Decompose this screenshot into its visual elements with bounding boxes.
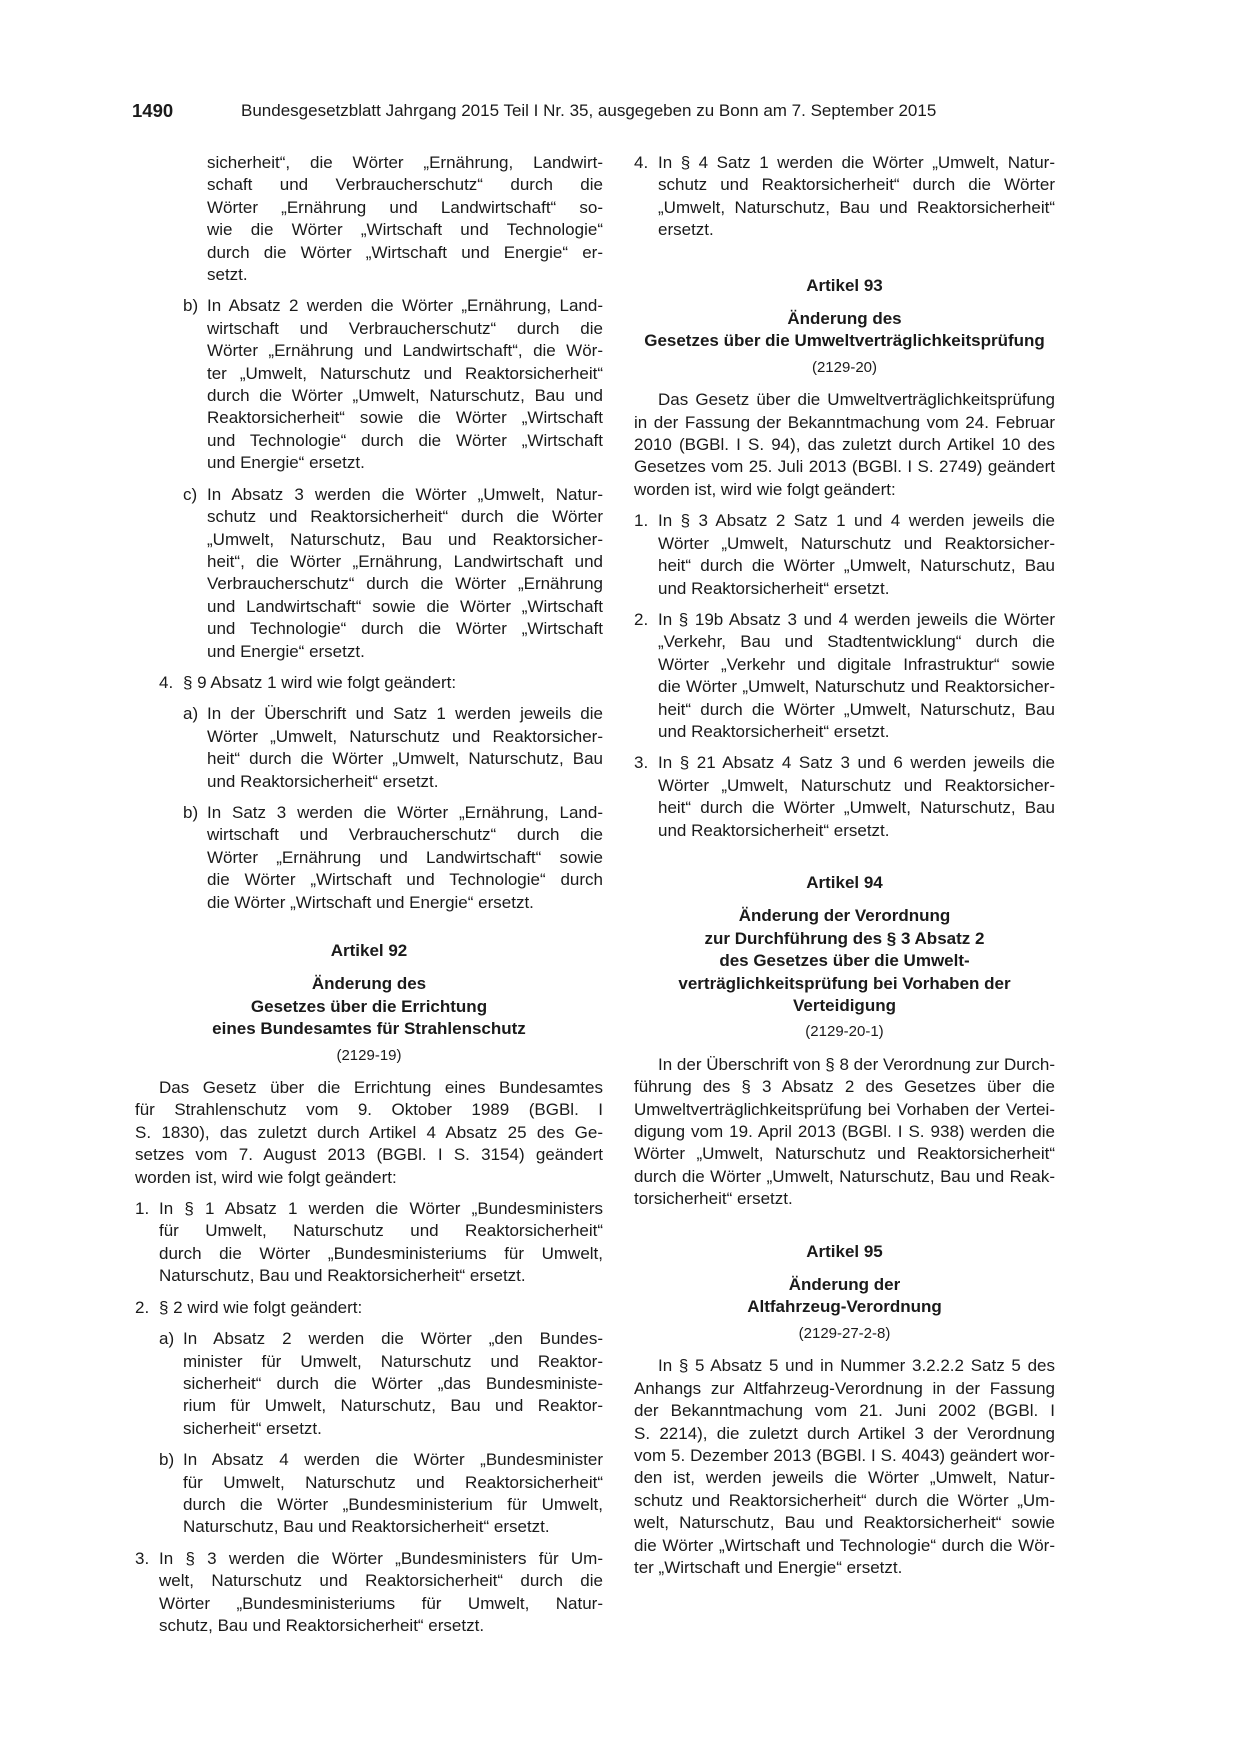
text-line: die Wörter „Wirtschaft und Energie“ ersetzt. bbox=[207, 892, 534, 912]
text-line: und Reaktorsicherheit“ ersetzt. bbox=[658, 721, 890, 741]
text-line: verträglichkeitsprüfung bei Vorhaben der Verteidigung bbox=[678, 973, 1011, 1015]
text-line: digung vom 19. April 2013 (BGBl. I S. 938) werden die bbox=[634, 1122, 1055, 1142]
right-column bbox=[634, 152, 1055, 1579]
item-text bbox=[658, 752, 1055, 842]
item-text: § 9 Absatz 1 wird wie folgt geändert: bbox=[183, 672, 457, 692]
text-line: des Gesetzes über die Umwelt- bbox=[719, 951, 970, 971]
text-line: heit“ durch die Wörter „Umwelt, Naturschutz, Bau bbox=[658, 798, 1055, 818]
article-title bbox=[634, 905, 1055, 1017]
art92-item-3 bbox=[135, 1548, 603, 1638]
text-line: In § 4 Satz 1 werden die Wörter „Umwelt, Natur- bbox=[658, 153, 1055, 172]
text-line: und Technologie“ durch die Wörter „Wirtschaft bbox=[207, 619, 603, 639]
text-line: Das Gesetz über die Errichtung eines Bundesamtes bbox=[159, 1078, 603, 1098]
text-line: und Reaktorsicherheit“ ersetzt. bbox=[658, 820, 890, 840]
text-line: In § 3 werden die Wörter „Bundesministers für Um- bbox=[159, 1548, 603, 1568]
article-title bbox=[634, 308, 1055, 353]
text-line: In der Überschrift von § 8 der Verordnung zur Durch- bbox=[658, 1054, 1055, 1074]
text-line: und Reaktorsicherheit“ ersetzt. bbox=[207, 771, 439, 791]
page-header bbox=[132, 100, 1012, 124]
text-line: In Absatz 3 werden die Wörter „Umwelt, Natur- bbox=[207, 484, 603, 504]
text-line: rium für Umwelt, Naturschutz, Bau und Reaktor- bbox=[183, 1396, 603, 1416]
item-4b bbox=[183, 802, 603, 914]
text-line: schutz, Bau und Reaktorsicherheit“ ersetzt. bbox=[159, 1615, 485, 1635]
continued-text bbox=[207, 152, 603, 286]
item-text bbox=[183, 1449, 603, 1539]
text-line: und Technologie“ durch die Wörter „Wirtschaft bbox=[207, 430, 603, 450]
text-line: In Absatz 4 werden die Wörter „Bundesminister bbox=[183, 1450, 603, 1470]
fna-number: (2129-19) bbox=[336, 1046, 402, 1064]
text-line: Gesetzes über die Errichtung bbox=[250, 996, 488, 1016]
item-4 bbox=[159, 672, 603, 694]
gazette-title: Bundesgesetzblatt Jahrgang 2015 Teil I Nr. 35, ausgegeben zu Bonn am 7. September 2015 bbox=[241, 101, 937, 120]
fna-number: (2129-27-2-8) bbox=[798, 1324, 891, 1342]
item-text bbox=[658, 510, 1055, 600]
text-line: heit“ durch die Wörter „Umwelt, Naturschutz, Bau bbox=[658, 699, 1055, 719]
item-text bbox=[159, 1198, 603, 1288]
item-3c bbox=[183, 484, 603, 663]
text-line: den ist, werden jeweils die Wörter „Umwelt, Natur- bbox=[634, 1468, 1055, 1488]
text-line: schutz und Reaktorsicherheit“ durch die Wörter bbox=[658, 175, 1055, 195]
text-line: In Absatz 2 werden die Wörter „Ernährung, Land- bbox=[207, 296, 603, 316]
text-line: Altfahrzeug-Verordnung bbox=[747, 1297, 942, 1317]
text-line: „Umwelt, Naturschutz, Bau und Reaktorsicherheit“ bbox=[658, 197, 1055, 217]
art92-item-1 bbox=[135, 1198, 603, 1288]
item-label: 3. bbox=[135, 1548, 150, 1568]
text-line: Das Gesetz über die Umweltverträglichkeitsprüfung bbox=[658, 390, 1055, 410]
text-line: in der Fassung der Bekanntmachung vom 24. Februar bbox=[634, 412, 1055, 432]
text-line: ter „Umwelt, Naturschutz und Reaktorsicherheit“ bbox=[207, 363, 603, 383]
article-number: Artikel 94 bbox=[806, 872, 883, 892]
text-line: der Bekanntmachung vom 21. Juni 2002 (BGBl. I bbox=[634, 1401, 1055, 1421]
text-line: Wörter „Verkehr und digitale Infrastruktur“ sowie bbox=[658, 654, 1055, 674]
text-line: wirtschaft und Verbraucherschutz“ durch die bbox=[207, 825, 603, 845]
text-line: Verbraucherschutz“ durch die Wörter „Ernährung bbox=[207, 574, 603, 594]
item-label: 1. bbox=[135, 1199, 150, 1219]
text-line: 2010 (BGBl. I S. 94), das zuletzt durch Artikel 10 des bbox=[634, 435, 1055, 455]
article-intro bbox=[634, 389, 1055, 501]
text-line: und Reaktorsicherheit“ ersetzt. bbox=[658, 578, 890, 598]
item-text bbox=[658, 152, 1055, 242]
text-line: In Absatz 2 werden die Wörter „den Bundes- bbox=[183, 1329, 603, 1349]
item-label: 2. bbox=[135, 1297, 150, 1317]
text-line: schutz und Reaktorsicherheit“ durch die Wörter „Um- bbox=[634, 1490, 1055, 1510]
text-line: In § 1 Absatz 1 werden die Wörter „Bundesministers bbox=[159, 1199, 603, 1219]
art92-item-2b bbox=[159, 1449, 603, 1539]
text-line: sicherheit“, die Wörter „Ernährung, Landwirt- bbox=[207, 153, 603, 172]
item-text bbox=[159, 1548, 603, 1638]
text-line: ersetzt. bbox=[658, 220, 714, 240]
item-4-right bbox=[634, 152, 1055, 242]
text-line: Wörter „Umwelt, Naturschutz und Reaktorsicherheit“ bbox=[634, 1144, 1055, 1164]
text-line: In Satz 3 werden die Wörter „Ernährung, Land- bbox=[207, 802, 603, 822]
text-line: welt, Naturschutz und Reaktorsicherheit“ durch die bbox=[159, 1571, 603, 1591]
text-line: zur Durchführung des § 3 Absatz 2 bbox=[704, 928, 985, 948]
item-label: b) bbox=[183, 802, 199, 822]
text-line: wie die Wörter „Wirtschaft und Technologie“ bbox=[207, 220, 603, 240]
item-label: a) bbox=[159, 1329, 175, 1349]
text-line: S. 2214), die zuletzt durch Artikel 3 der Verordnung bbox=[634, 1423, 1055, 1443]
item-label: 1. bbox=[634, 511, 649, 531]
article-title bbox=[135, 973, 603, 1040]
text-line: Reaktorsicherheit“ sowie die Wörter „Wirtschaft bbox=[207, 408, 603, 428]
text-line: minister für Umwelt, Naturschutz und Reaktor- bbox=[183, 1351, 603, 1371]
text-line: durch die Wörter „Bundesministeriums für Umwelt, bbox=[159, 1243, 603, 1263]
fna-number: (2129-20-1) bbox=[805, 1023, 884, 1041]
item-label: b) bbox=[183, 296, 199, 316]
text-line: setzes vom 7. August 2013 (BGBl. I S. 3154) geändert bbox=[135, 1145, 603, 1165]
article-93 bbox=[634, 275, 1055, 842]
article-body bbox=[634, 1054, 1055, 1211]
text-line: für Strahlenschutz vom 9. Oktober 1989 (BGBl. I bbox=[135, 1100, 603, 1120]
text-line: und Landwirtschaft“ sowie die Wörter „Wirtschaft bbox=[207, 596, 603, 616]
text-line: Wörter „Ernährung und Landwirtschaft“, die Wör- bbox=[207, 341, 603, 361]
fna-number: (2129-20) bbox=[811, 358, 878, 376]
text-line: Änderung des bbox=[311, 974, 427, 994]
text-line: die Wörter „Wirtschaft und Technologie“ durch bbox=[207, 870, 603, 890]
text-line: sicherheit“ ersetzt. bbox=[183, 1418, 322, 1438]
art93-item-1 bbox=[634, 510, 1055, 600]
text-line: Änderung der bbox=[788, 1275, 901, 1295]
text-line: torsicherheit“ ersetzt. bbox=[634, 1189, 793, 1209]
article-number: Artikel 92 bbox=[330, 941, 408, 960]
text-line: wirtschaft und Verbraucherschutz“ durch die bbox=[207, 318, 603, 338]
text-line: Wörter „Ernährung und Landwirtschaft“ so- bbox=[207, 197, 603, 217]
item-label: b) bbox=[159, 1450, 175, 1470]
text-line: Wörter „Umwelt, Naturschutz und Reaktorsicher- bbox=[658, 775, 1055, 795]
text-line: Wörter „Ernährung und Landwirtschaft“ sowie bbox=[207, 847, 603, 867]
text-line: In § 21 Absatz 4 Satz 3 und 6 werden jeweils die bbox=[658, 753, 1055, 773]
left-column bbox=[135, 152, 603, 1637]
item-label: 2. bbox=[634, 609, 649, 629]
item-text: § 2 wird wie folgt geändert: bbox=[159, 1297, 363, 1317]
text-line: Wörter „Umwelt, Naturschutz und Reaktorsicher- bbox=[207, 726, 603, 746]
text-line: setzt. bbox=[207, 265, 248, 285]
item-text bbox=[183, 1328, 603, 1440]
text-line: worden ist, wird wie folgt geändert: bbox=[135, 1167, 397, 1187]
art93-item-3 bbox=[634, 752, 1055, 842]
text-line: durch die Wörter „Wirtschaft und Energie“ er- bbox=[207, 242, 603, 262]
article-94 bbox=[634, 872, 1055, 1211]
text-line: Änderung der Verordnung bbox=[738, 906, 951, 926]
text-line: führung des § 3 Absatz 2 des Gesetzes über die bbox=[634, 1077, 1055, 1097]
text-line: eines Bundesamtes für Strahlenschutz bbox=[212, 1019, 526, 1039]
text-line: In § 3 Absatz 2 Satz 1 und 4 werden jeweils die bbox=[658, 511, 1055, 531]
text-line: heit“ durch die Wörter „Umwelt, Naturschutz, Bau bbox=[207, 749, 603, 769]
item-label: 4. bbox=[634, 153, 649, 172]
text-line: In der Überschrift und Satz 1 werden jeweils die bbox=[207, 704, 603, 724]
text-line: „Verkehr, Bau und Stadtentwicklung“ durch die bbox=[658, 632, 1055, 652]
art92-item-2 bbox=[135, 1297, 603, 1319]
text-line: vom 5. Dezember 2013 (BGBl. I S. 4043) geändert wor- bbox=[634, 1445, 1055, 1465]
text-line: S. 1830), das zuletzt durch Artikel 4 Absatz 25 des Ge- bbox=[135, 1122, 603, 1142]
item-text bbox=[207, 484, 603, 663]
item-text bbox=[207, 802, 603, 914]
item-text bbox=[658, 609, 1055, 743]
article-intro bbox=[135, 1077, 603, 1189]
page-number: 1490 bbox=[132, 100, 174, 121]
article-number: Artikel 95 bbox=[806, 1241, 883, 1261]
text-line: worden ist, wird wie folgt geändert: bbox=[634, 479, 896, 499]
item-label: 4. bbox=[159, 672, 174, 692]
text-line: die Wörter „Umwelt, Naturschutz und Reaktorsicher- bbox=[658, 677, 1055, 697]
text-line: Umweltverträglichkeitsprüfung bei Vorhaben der Vertei- bbox=[634, 1099, 1055, 1119]
text-line: Gesetzes über die Umweltverträglichkeitsprüfung bbox=[644, 331, 1045, 351]
article-95 bbox=[634, 1241, 1055, 1580]
text-line: ter „Wirtschaft und Energie“ ersetzt. bbox=[634, 1557, 903, 1577]
text-line: durch die Wörter „Bundesministerium für Umwelt, bbox=[183, 1494, 603, 1514]
item-label: 3. bbox=[634, 753, 649, 773]
text-line: „Umwelt, Naturschutz, Bau und Reaktorsicher- bbox=[207, 529, 603, 549]
text-line: heit“ durch die Wörter „Umwelt, Naturschutz, Bau bbox=[658, 556, 1055, 576]
item-4a bbox=[183, 703, 603, 793]
text-line: welt, Naturschutz, Bau und Reaktorsicherheit“ sowie bbox=[634, 1513, 1055, 1533]
text-line: durch die Wörter „Umwelt, Naturschutz, Bau und Reak- bbox=[634, 1166, 1055, 1186]
text-line: Naturschutz, Bau und Reaktorsicherheit“ ersetzt. bbox=[183, 1517, 550, 1537]
text-line: Anhangs zur Altfahrzeug-Verordnung in der Fassung bbox=[634, 1378, 1055, 1398]
item-label: c) bbox=[183, 484, 198, 504]
text-line: heit“, die Wörter „Ernährung, Landwirtschaft und bbox=[207, 551, 603, 571]
text-line: In § 5 Absatz 5 und in Nummer 3.2.2.2 Satz 5 des bbox=[658, 1356, 1055, 1376]
text-line: für Umwelt, Naturschutz und Reaktorsicherheit“ bbox=[183, 1472, 603, 1492]
text-line: und Energie“ ersetzt. bbox=[207, 641, 365, 661]
art93-item-2 bbox=[634, 609, 1055, 743]
article-number: Artikel 93 bbox=[806, 275, 883, 295]
text-line: schutz und Reaktorsicherheit“ durch die Wörter bbox=[207, 507, 603, 527]
text-line: sicherheit“ durch die Wörter „das Bundesministe- bbox=[183, 1373, 603, 1393]
article-92 bbox=[135, 940, 603, 1637]
item-label: a) bbox=[183, 704, 199, 724]
text-line: Gesetzes vom 25. Juli 2013 (BGBl. I S. 2749) geändert bbox=[634, 457, 1055, 477]
item-text bbox=[207, 295, 603, 474]
item-text bbox=[207, 703, 603, 793]
article-title bbox=[634, 1274, 1055, 1319]
continued-item bbox=[183, 152, 603, 286]
art92-item-2a bbox=[159, 1328, 603, 1440]
text-line: Wörter „Bundesministeriums für Umwelt, Natur- bbox=[159, 1593, 603, 1613]
text-line: durch die Wörter „Umwelt, Naturschutz, Bau und bbox=[207, 386, 603, 406]
text-line: Wörter „Umwelt, Naturschutz und Reaktorsicher- bbox=[658, 533, 1055, 553]
text-line: Naturschutz, Bau und Reaktorsicherheit“ ersetzt. bbox=[159, 1266, 526, 1286]
text-line: und Energie“ ersetzt. bbox=[207, 453, 365, 473]
text-line: In § 19b Absatz 3 und 4 werden jeweils die Wörter bbox=[658, 609, 1055, 629]
text-line: für Umwelt, Naturschutz und Reaktorsicherheit“ bbox=[159, 1221, 603, 1241]
item-3b bbox=[183, 295, 603, 474]
text-line: Änderung des bbox=[787, 309, 902, 329]
article-body bbox=[634, 1355, 1055, 1579]
text-line: schaft und Verbraucherschutz“ durch die bbox=[207, 175, 603, 195]
text-line: die Wörter „Wirtschaft und Technologie“ durch die Wör- bbox=[634, 1535, 1055, 1555]
